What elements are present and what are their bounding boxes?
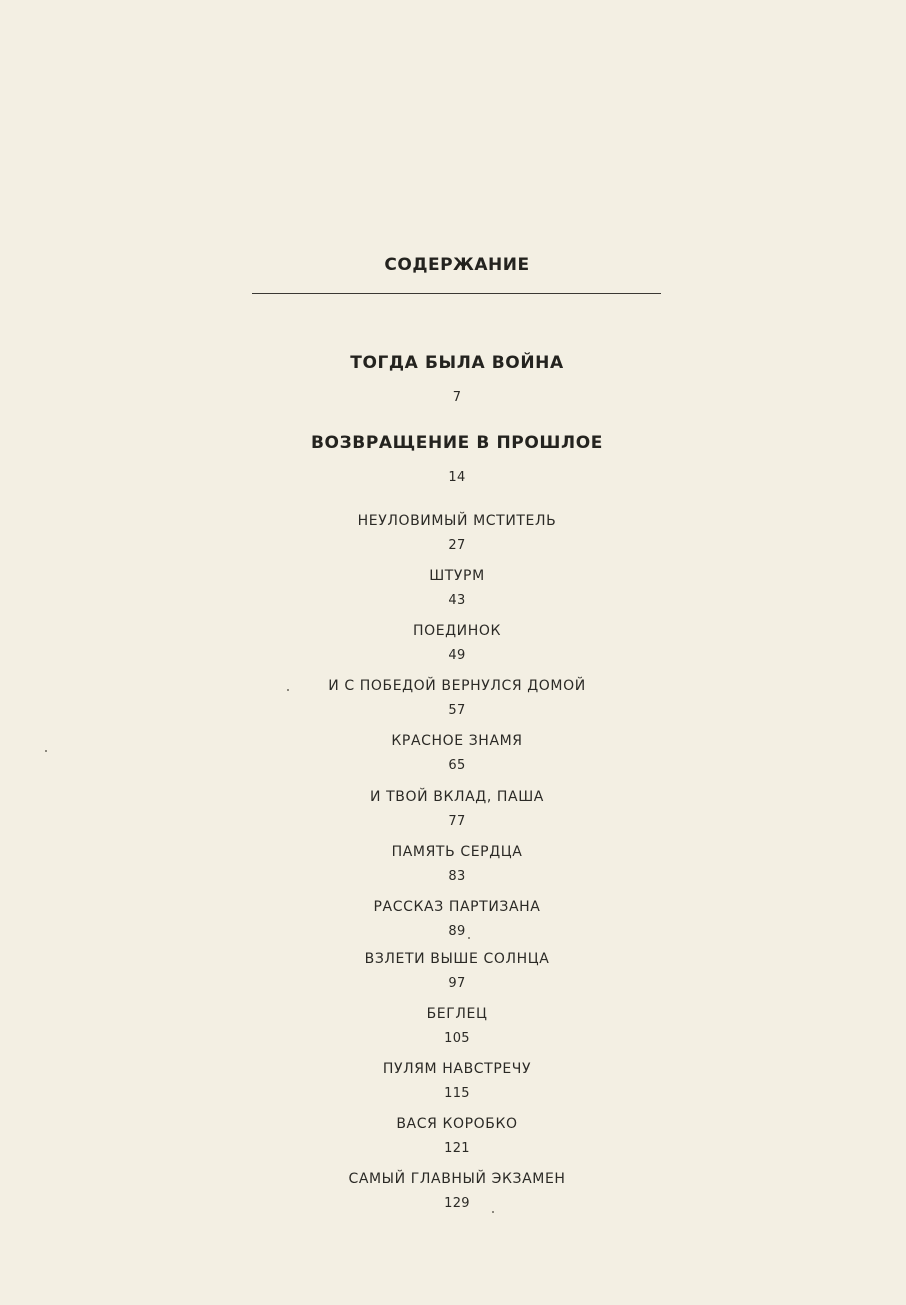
toc-entry-title: ВОЗВРАЩЕНИЕ В ПРОШЛОЕ [311, 433, 603, 453]
toc-entry-page: 115 [444, 1086, 470, 1101]
toc-entry-title: ВАСЯ КОРОБКО [396, 1116, 518, 1132]
print-speck [468, 937, 470, 939]
print-speck [492, 1211, 494, 1213]
toc-entry-title: РАССКАЗ ПАРТИЗАНА [373, 899, 541, 915]
toc-entry-page: 27 [448, 538, 466, 553]
toc-entry-page: 57 [448, 703, 466, 718]
toc-entry-title: ШТУРМ [429, 568, 485, 584]
toc-entry-page: 43 [448, 593, 466, 608]
contents-heading: СОДЕРЖАНИЕ [384, 255, 530, 275]
toc-entry-page: 49 [448, 648, 466, 663]
toc-entry-page: 14 [448, 470, 466, 485]
toc-entry-title: САМЫЙ ГЛАВНЫЙ ЭКЗАМЕН [348, 1171, 566, 1187]
toc-entry-title: БЕГЛЕЦ [426, 1006, 488, 1022]
toc-entry-title: ПУЛЯМ НАВСТРЕЧУ [382, 1061, 532, 1077]
toc-entry-page: 89 [448, 924, 466, 939]
toc-entry-title: ВЗЛЕТИ ВЫШЕ СОЛНЦА [364, 951, 550, 967]
toc-entry-page: 7 [452, 390, 462, 405]
toc-entry-title: И С ПОБЕДОЙ ВЕРНУЛСЯ ДОМОЙ [328, 678, 586, 694]
toc-entry-page: 129 [444, 1196, 470, 1211]
toc-entry-page: 83 [448, 869, 466, 884]
toc-entry-page: 121 [444, 1141, 470, 1156]
print-speck [287, 689, 289, 691]
print-speck [45, 750, 47, 752]
toc-entry-page: 97 [448, 976, 466, 991]
toc-entry-title: НЕУЛОВИМЫЙ МСТИТЕЛЬ [357, 513, 557, 529]
toc-entry-title: КРАСНОЕ ЗНАМЯ [391, 733, 523, 749]
toc-entry-page: 77 [448, 814, 466, 829]
toc-entry-title: ПАМЯТЬ СЕРДЦА [391, 844, 523, 860]
toc-entry-title: ТОГДА БЫЛА ВОЙНА [350, 353, 564, 373]
toc-entry-title: ПОЕДИНОК [412, 623, 502, 639]
toc-entry-page: 105 [444, 1031, 470, 1046]
heading-underline [252, 293, 661, 294]
toc-entry-title: И ТВОЙ ВКЛАД, ПАША [370, 789, 544, 805]
toc-entry-page: 65 [448, 758, 466, 773]
